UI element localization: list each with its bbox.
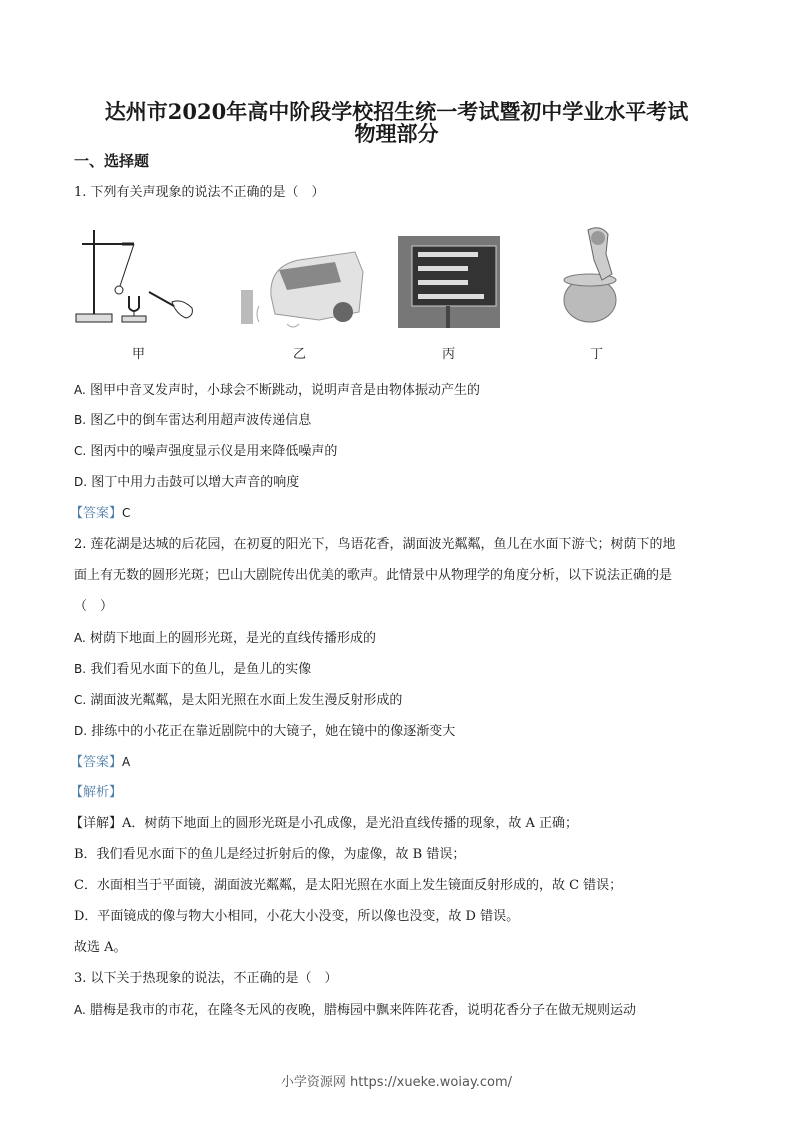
footer-watermark: 小学资源网 https://xueke.woiay.com/ xyxy=(280,1075,513,1090)
q2-analysis-label: 【解析】 xyxy=(70,785,123,800)
exam-title: 达州市2020年高中阶段学校招生统一考试暨初中学业水平考试 xyxy=(104,99,689,124)
figure-tuning-fork xyxy=(74,226,200,332)
q3-option-a[interactable]: A. 腊梅是我市的市花，在隆冬无风的夜晚，腊梅园中飘来阵阵花香，说明花香分子在做无规则运动 xyxy=(74,1003,636,1018)
q2-detail-line-3: C．水面相当于平面镜，湖面波光粼粼，是太阳光照在水面上发生镜面反射形成的，故 C 错误； xyxy=(74,878,623,893)
figure-label-yi: 乙 xyxy=(293,347,307,362)
figure-drummer xyxy=(558,222,630,328)
q3-stem: 3. 以下关于热现象的说法，不正确的是（ ） xyxy=(74,971,338,986)
figure-label-ding: 丁 xyxy=(590,347,604,362)
q2-detail-line-4: D．平面镜成的像与物大小相同，小花大小没变，所以像也没变，故 D 错误。 xyxy=(74,909,520,924)
q2-stem-line-1: 2. 莲花湖是达城的后花园，在初夏的阳光下，鸟语花香，湖面波光粼粼，鱼儿在水面下游弋；树荫下的地 xyxy=(74,537,676,552)
figure-car-radar xyxy=(235,246,365,332)
q2-detail-line-1: 【详解】A．树荫下地面上的圆形光斑是小孔成像，是光沿直线传播的现象，故 A 正确； xyxy=(70,816,579,831)
section-title: 一、选择题 xyxy=(74,152,150,170)
q2-stem-line-3: （ ） xyxy=(74,599,114,614)
figure-label-jia: 甲 xyxy=(132,347,146,362)
q2-answer: 【答案】A xyxy=(70,755,131,770)
q2-option-d[interactable]: D. 排练中的小花正在靠近剧院中的大镜子，她在镜中的像逐渐变大 xyxy=(74,724,456,739)
q1-stem: 1. 下列有关声现象的说法不正确的是（ ） xyxy=(74,185,325,200)
q2-option-b[interactable]: B. 我们看见水面下的鱼儿，是鱼儿的实像 xyxy=(74,662,312,677)
q2-option-c[interactable]: C. 湖面波光粼粼，是太阳光照在水面上发生漫反射形成的 xyxy=(74,693,403,708)
q1-option-b[interactable]: B. 图乙中的倒车雷达利用超声波传递信息 xyxy=(74,413,312,428)
q2-stem-line-2: 面上有无数的圆形光斑；巴山大剧院传出优美的歌声。此情景中从物理学的角度分析，以下说法正确的是 xyxy=(74,568,673,583)
figure-noise-board xyxy=(398,236,500,328)
q1-option-d[interactable]: D. 图丁中用力击鼓可以增大声音的响度 xyxy=(74,475,300,490)
q1-option-a[interactable]: A. 图甲中音叉发声时，小球会不断跳动，说明声音是由物体振动产生的 xyxy=(74,383,480,398)
figure-label-bing: 丙 xyxy=(442,347,456,362)
exam-subtitle: 物理部分 xyxy=(354,121,439,146)
q2-detail-line-2: B．我们看见水面下的鱼儿是经过折射后的像，为虚像，故 B 错误； xyxy=(74,847,466,862)
q1-answer: 【答案】C xyxy=(70,506,131,521)
q2-option-a[interactable]: A. 树荫下地面上的圆形光斑，是光的直线传播形成的 xyxy=(74,631,376,646)
q1-option-c[interactable]: C. 图丙中的噪声强度显示仪是用来降低噪声的 xyxy=(74,444,338,459)
q2-conclusion: 故选 A。 xyxy=(74,940,127,955)
